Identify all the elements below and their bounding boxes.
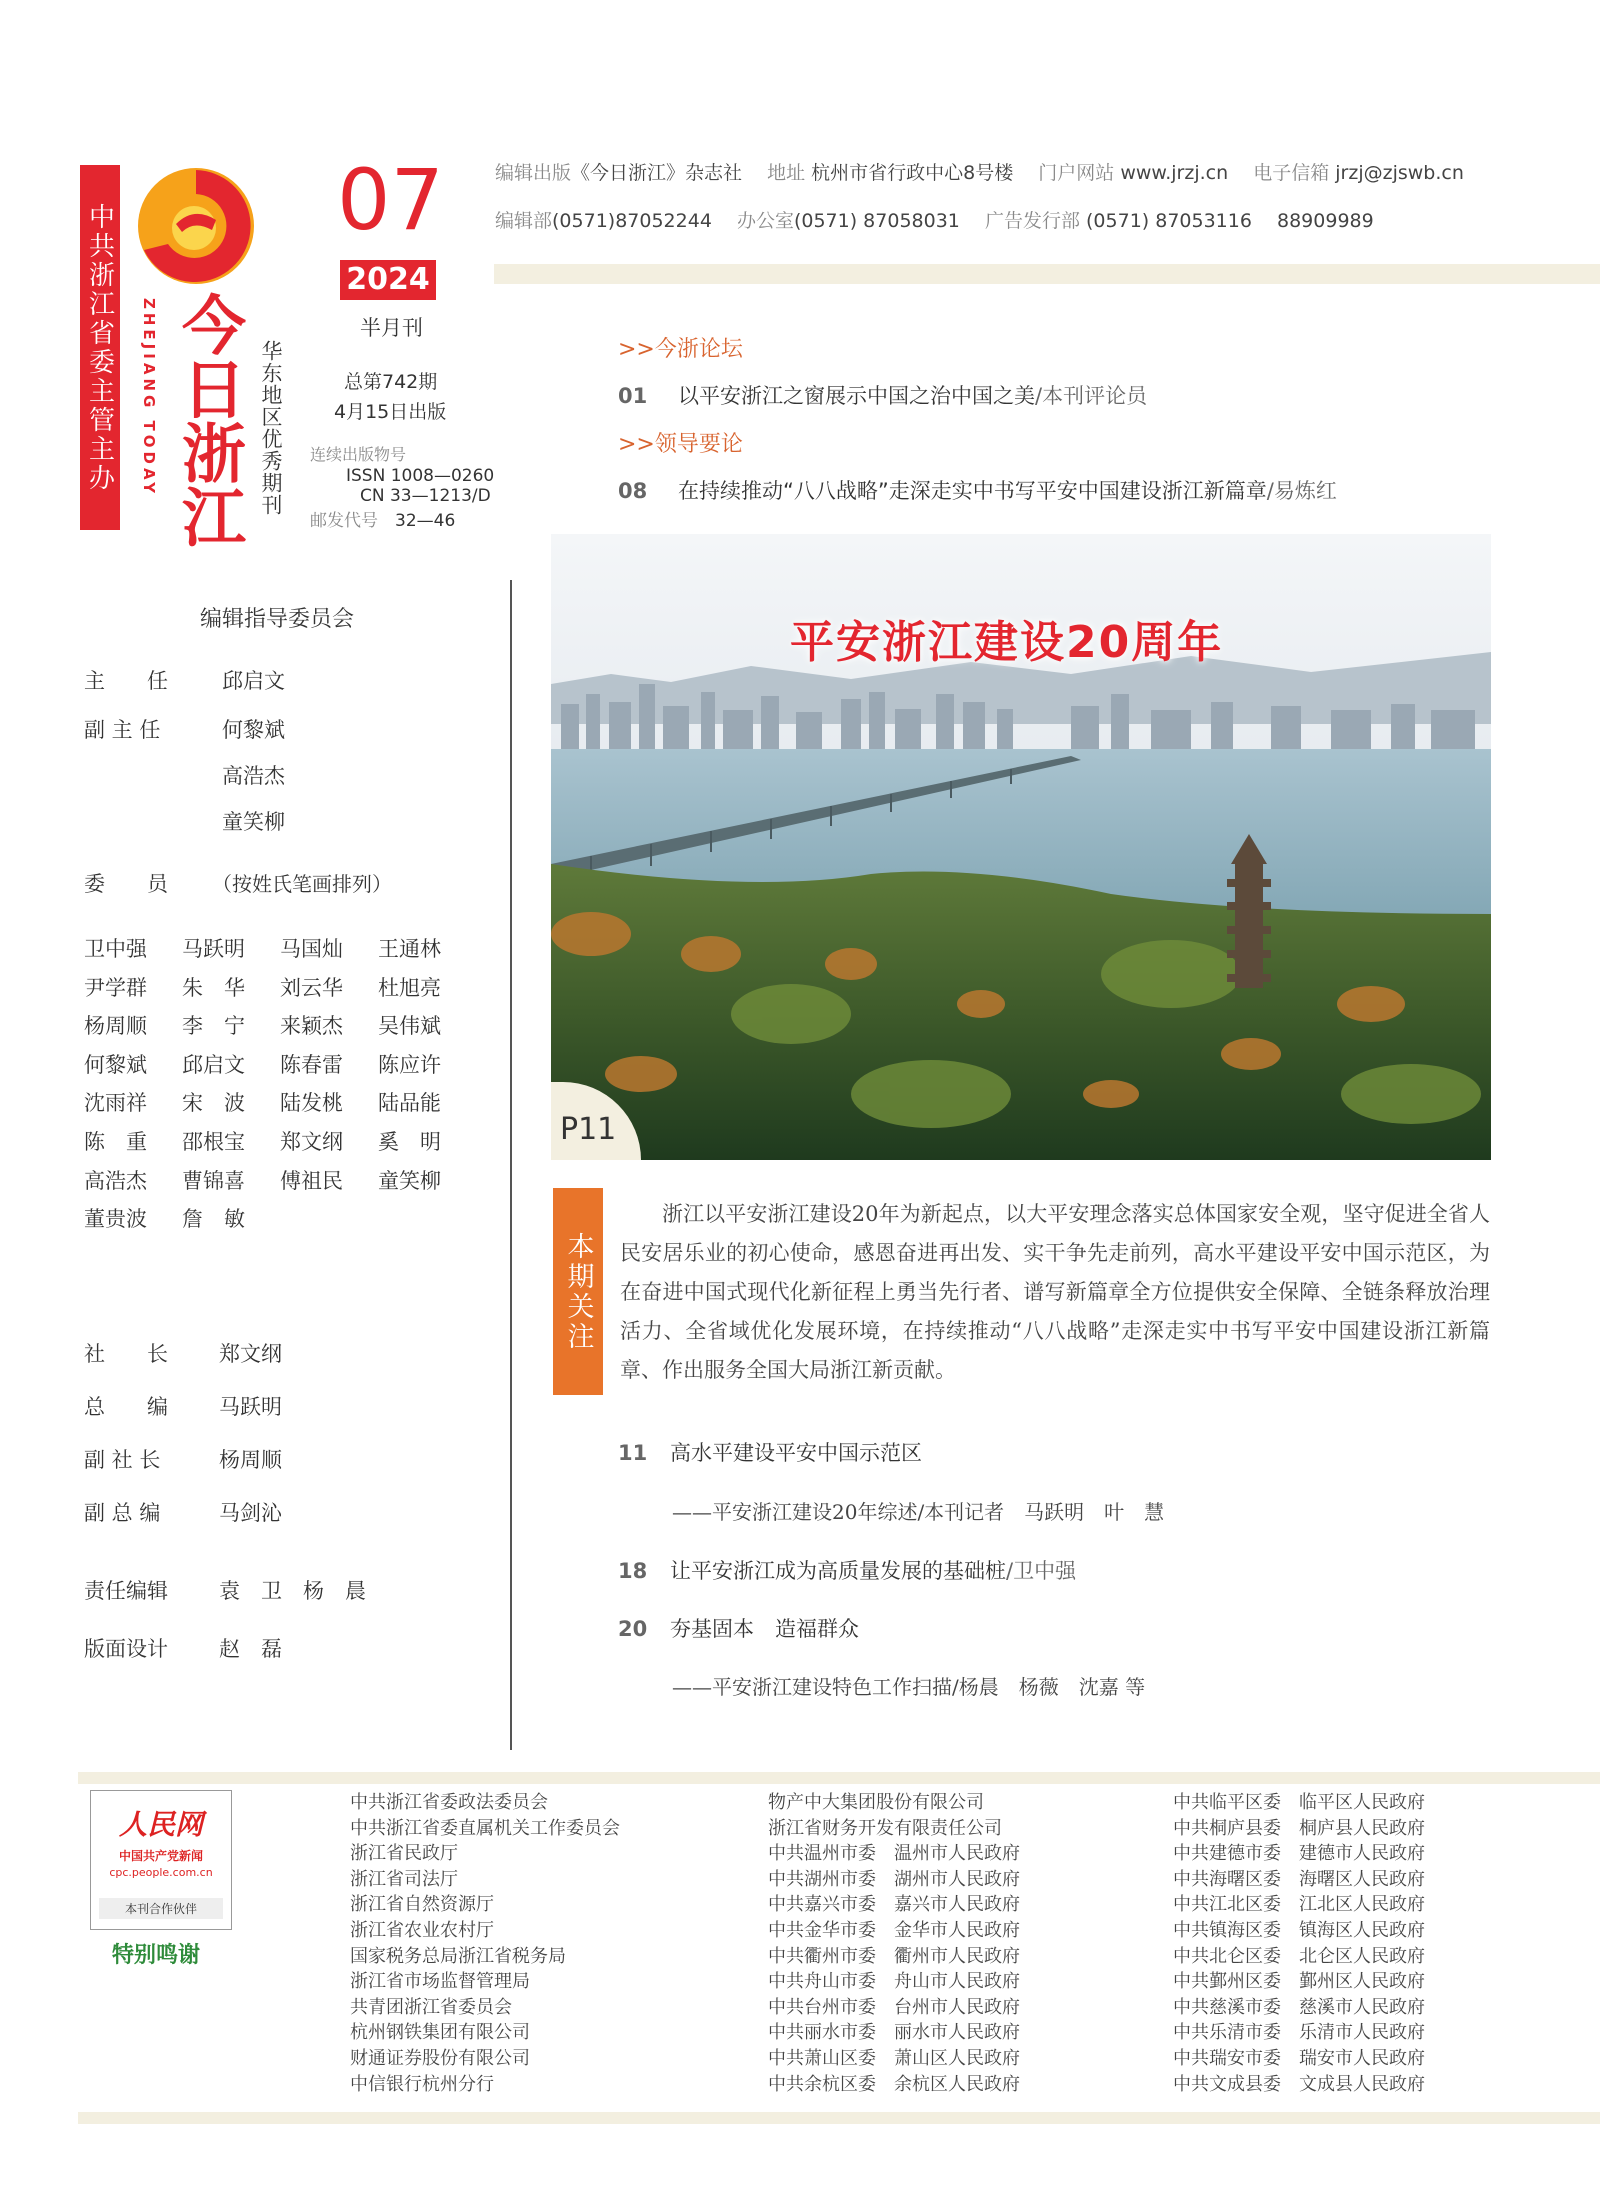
committee-member: 高浩杰	[84, 1168, 147, 1193]
magazine-logo-icon	[132, 162, 260, 290]
page-tag[interactable]: P11	[560, 1112, 617, 1147]
staff-row	[84, 1444, 282, 1474]
staff-role: 版面设计	[84, 1637, 168, 1661]
committee-member: 邵根宝	[182, 1129, 245, 1154]
committee-member: 陈 重	[84, 1129, 147, 1154]
thanks-item: 中共浙江省委政法委员会	[350, 1792, 548, 1813]
thanks-item: 中共北仑区委 北仑区人民政府	[1173, 1945, 1425, 1967]
committee-members-grid	[84, 933, 476, 1232]
thanks-item: 中信银行杭州分行	[350, 2073, 494, 2095]
thanks-item: 中共萧山区委 萧山区人民政府	[768, 2047, 1020, 2069]
logo-english: ZHEJIANG TODAY	[140, 298, 158, 498]
toc-item-01[interactable]: 01 以平安浙江之窗展示中国之治中国之美/本刊评论员	[618, 384, 1148, 408]
toc-section-forum: >>今浙论坛	[618, 337, 743, 362]
committee-member: 陆品能	[378, 1091, 441, 1116]
staff-name: 杨周顺	[219, 1448, 282, 1472]
staff-role: 责任编辑	[84, 1579, 168, 1603]
postal-code: 邮发代号 32—46	[310, 511, 456, 531]
thanks-item: 中共浙江省委直属机关工作委员会	[350, 1817, 620, 1839]
staff-role: 副 社 长	[84, 1448, 161, 1472]
thanks-item: 中共鄞州区委 鄞州区人民政府	[1173, 1971, 1425, 1993]
committee-member: 王通林	[378, 937, 441, 961]
frequency: 半月刊	[360, 316, 423, 340]
thanks-item: 国家税务总局浙江省税务局	[350, 1945, 566, 1967]
total-issue: 总第742期	[344, 371, 438, 393]
issn: ISSN 1008—0260	[346, 466, 495, 486]
thanks-item: 共青团浙江省委员会	[350, 1996, 512, 2018]
logo-chinese: 今日浙江	[171, 292, 246, 548]
committee-title: 编辑指导委员会	[200, 607, 355, 632]
committee-member: 李 宁	[182, 1014, 245, 1039]
staff-role: 副 总 编	[84, 1501, 161, 1525]
committee-member: 尹学群	[84, 975, 147, 1000]
thanks-item: 中共临平区委 临平区人民政府	[1173, 1792, 1425, 1813]
thanks-item: 中共镇海区委 镇海区人民政府	[1173, 1919, 1425, 1941]
thanks-item: 中共金华市委 金华市人民政府	[768, 1919, 1020, 1941]
thanks-item: 中共嘉兴市委 嘉兴市人民政府	[768, 1894, 1020, 1916]
committee-member: 陈春雷	[280, 1052, 343, 1077]
staff-role: 社 长	[84, 1342, 168, 1366]
toc-item-11-sub: ——平安浙江建设20年综述/本刊记者 马跃明 叶 慧	[672, 1500, 1165, 1524]
staff-name: 马跃明	[219, 1395, 282, 1419]
thanks-item: 财通证券股份有限公司	[350, 2047, 530, 2069]
honor-text: 华东地区优秀期刊	[259, 340, 283, 516]
partner-logo: 人民网	[118, 1808, 203, 1841]
thanks-item: 浙江省司法厅	[350, 1868, 458, 1890]
thanks-item: 中共余杭区委 余杭区人民政府	[768, 2073, 1020, 2095]
thanks-item: 中共温州市委 温州市人民政府	[768, 1843, 1020, 1865]
header-contact-line2: 编辑部(0571)87052244 办公室(0571) 87058031 广告发行部 (0571) 87053116 88909989	[495, 210, 1374, 232]
committee-member: 邱启文	[182, 1052, 245, 1077]
thanks-item: 中共文成县委 文成县人民政府	[1173, 2073, 1425, 2095]
staff-row	[84, 1575, 366, 1605]
footer-divider-top	[78, 1772, 1600, 1784]
staff-name: 袁 卫 杨 晨	[219, 1579, 366, 1603]
toc-item-11[interactable]: 11 高水平建设平安中国示范区	[618, 1441, 922, 1465]
issue-number: 07	[337, 151, 444, 249]
committee-vice-3: 童笑柳	[222, 810, 285, 834]
staff-name: 郑文纲	[219, 1342, 282, 1366]
partner-sub2: cpc.people.com.cn	[109, 1866, 213, 1879]
committee-member: 奚 明	[378, 1129, 441, 1154]
thanks-column-3	[1173, 1790, 1425, 2097]
staff-row	[84, 1497, 282, 1527]
committee-vice-2: 高浩杰	[222, 764, 285, 788]
committee-member: 马跃明	[182, 937, 245, 961]
thanks-item: 浙江省市场监督管理局	[350, 1971, 530, 1993]
committee-member: 沈雨祥	[84, 1091, 147, 1116]
committee-member: 郑文纲	[280, 1129, 343, 1154]
footer-divider-bottom	[78, 2112, 1600, 2124]
feature-headline: 平安浙江建设20周年	[790, 617, 1224, 668]
thanks-item: 杭州钢铁集团有限公司	[350, 2022, 530, 2044]
thanks-column-1	[350, 1790, 620, 2097]
publish-date: 4月15日出版	[334, 401, 447, 423]
thanks-item: 浙江省财务开发有限责任公司	[768, 1817, 1002, 1839]
staff-row	[84, 1391, 282, 1421]
focus-label: 本期关注	[553, 1188, 603, 1395]
committee-members-label: 委 员 （按姓氏笔画排列）	[84, 872, 392, 896]
committee-member: 朱 华	[182, 975, 245, 1000]
thanks-item: 中共湖州市委 湖州市人民政府	[768, 1868, 1020, 1890]
toc-item-20-sub: ——平安浙江建设特色工作扫描/杨晨 杨薇 沈嘉 等	[672, 1675, 1146, 1699]
committee-member: 童笑柳	[378, 1168, 441, 1193]
header-contact-line1: 编辑出版《今日浙江》杂志社 地址 杭州市省行政中心8号楼 门户网站 www.jrzj.cn 电子信箱 jrzj@zjswb.cn	[495, 162, 1464, 184]
committee-member: 詹 敏	[182, 1207, 245, 1232]
column-divider	[510, 580, 512, 1750]
serial-label: 连续出版物号	[310, 445, 407, 464]
staff-row	[84, 1633, 282, 1663]
thanks-column-2	[768, 1790, 1020, 2097]
committee-vice: 副 主 任 何黎斌	[84, 718, 285, 742]
partner-sub1: 中国共产党新闻	[118, 1849, 203, 1863]
sponsor-band: 中共浙江省委主管主办	[80, 165, 120, 530]
issue-year: 2024	[340, 260, 436, 300]
committee-member: 傅祖民	[280, 1168, 343, 1193]
toc-item-20[interactable]: 20 夯基固本 造福群众	[618, 1617, 859, 1641]
thanks-item: 中共海曙区委 海曙区人民政府	[1173, 1868, 1425, 1890]
thanks-item: 浙江省自然资源厅	[350, 1894, 494, 1916]
thanks-item: 浙江省农业农村厅	[350, 1919, 494, 1941]
thanks-item: 中共丽水市委 丽水市人民政府	[768, 2022, 1020, 2044]
committee-member: 马国灿	[280, 937, 343, 961]
committee-member: 宋 波	[182, 1091, 245, 1116]
toc-section-leaders: >>领导要论	[618, 432, 743, 457]
thanks-item: 中共江北区委 江北区人民政府	[1173, 1894, 1425, 1916]
committee-member: 刘云华	[280, 975, 343, 1000]
thanks-item: 中共乐清市委 乐清市人民政府	[1173, 2022, 1425, 2044]
cn-number: CN 33—1213/D	[360, 486, 491, 506]
toc-item-08[interactable]: 08 在持续推动“八八战略”走深走实中书写平安中国建设浙江新篇章/易炼红	[618, 479, 1337, 503]
committee-member: 来颖杰	[280, 1014, 343, 1039]
committee-member: 何黎斌	[84, 1052, 147, 1077]
partner-logo-box	[90, 1790, 232, 1930]
thanks-item: 中共舟山市委 舟山市人民政府	[768, 1971, 1020, 1993]
committee-member: 董贵波	[84, 1207, 147, 1232]
committee-member: 杨周顺	[84, 1014, 147, 1039]
thanks-item: 中共台州市委 台州市人民政府	[768, 1996, 1020, 2018]
partner-tag: 本刊合作伙伴	[99, 1898, 223, 1919]
committee-member: 曹锦喜	[182, 1168, 245, 1193]
thanks-item: 中共慈溪市委 慈溪市人民政府	[1173, 1996, 1425, 2018]
staff-name: 马剑沁	[219, 1501, 282, 1525]
header-divider	[494, 264, 1600, 284]
committee-member: 陈应许	[378, 1052, 441, 1077]
thanks-item: 中共桐庐县委 桐庐县人民政府	[1173, 1817, 1425, 1839]
thanks-item: 浙江省民政厅	[350, 1843, 458, 1865]
staff-row	[84, 1338, 282, 1368]
special-thanks: 特别鸣谢	[112, 1942, 201, 1968]
committee-member: 吴伟斌	[378, 1014, 441, 1039]
committee-member: 卫中强	[84, 937, 147, 961]
committee-director: 主 任 邱启文	[84, 669, 285, 693]
thanks-item: 中共瑞安市委 瑞安市人民政府	[1173, 2047, 1425, 2069]
staff-role: 总 编	[84, 1395, 168, 1419]
committee-member: 杜旭亮	[378, 975, 441, 1000]
thanks-item: 中共建德市委 建德市人民政府	[1173, 1843, 1425, 1865]
focus-summary: 浙江以平安浙江建设20年为新起点，以大平安理念落实总体国家安全观，坚守促进全省人民安居乐业的初心使命，感恩奋进再出发、实干争先走前列，高水平建设平安中国示范区，为在奋进中国式现代化新征程上勇当先行者、谱写新篇章全方位提供安全保障、全链条释放治理活力、全省域优化发展环境，在持续推动“八八战略”走深走实中书写平安中国建设浙江新篇章、作出服务全国大局浙江新贡献。	[620, 1202, 1490, 1382]
staff-name: 赵 磊	[219, 1637, 282, 1661]
committee-member: 陆发桃	[280, 1091, 343, 1116]
thanks-item: 中共衢州市委 衢州市人民政府	[768, 1945, 1020, 1967]
toc-item-18[interactable]: 18 让平安浙江成为高质量发展的基础桩/卫中强	[618, 1559, 1077, 1583]
thanks-item: 物产中大集团股份有限公司	[768, 1792, 984, 1813]
